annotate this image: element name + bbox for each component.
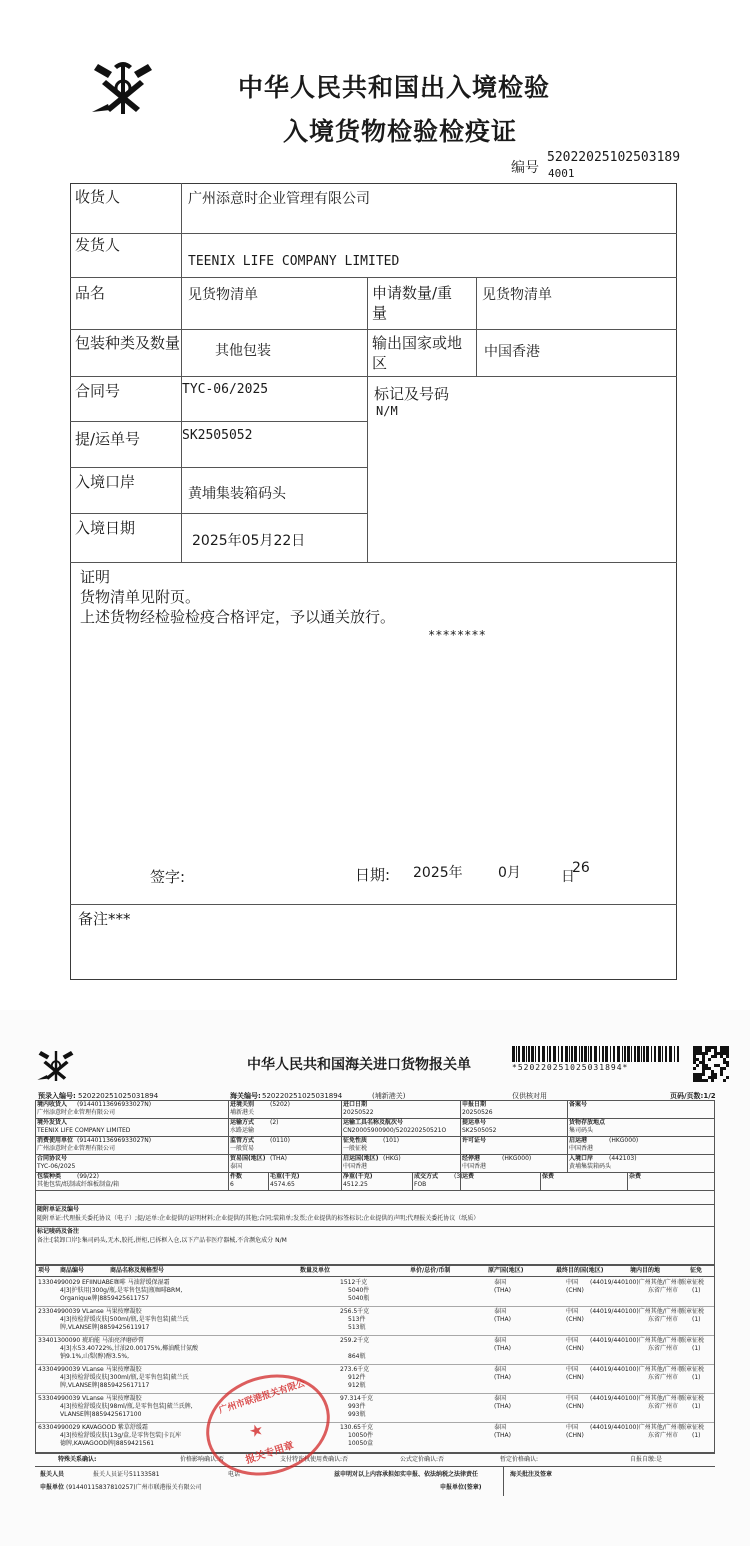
item-exempt2: (1)	[692, 1374, 701, 1381]
declaration-title: 中华人民共和国海关进口货物报关单	[247, 1057, 471, 1073]
grid-line	[35, 1204, 715, 1205]
package-label: 包装种类及数量	[75, 334, 181, 352]
item-spec1: 4|3|按检舒缓皮肤|300ml/瓶,是零售包装|葳兰氏	[60, 1374, 189, 1381]
grid-line	[460, 1154, 461, 1172]
decl-field-label: 境外发货人	[37, 1119, 68, 1126]
item-origin2: (THA)	[494, 1287, 511, 1294]
marks-label: 标记及号码	[374, 385, 450, 403]
quantity-label-line1: 申请数量/重	[372, 284, 453, 302]
decl-field-label: 运费	[462, 1173, 475, 1180]
decl-field-value-secondary: 中国香港	[569, 1145, 594, 1152]
item-q2: 10050件	[348, 1432, 374, 1439]
item-domestic2: 东省广州市	[648, 1374, 679, 1381]
item-exempt2: (1)	[692, 1316, 701, 1323]
grid-line	[35, 1226, 715, 1227]
decl-field-label: 保费	[542, 1173, 555, 1180]
customs-number-label: 海关编号:	[230, 1092, 261, 1100]
item-code: 3304990029	[42, 1424, 81, 1431]
item-q2: 912件	[348, 1374, 366, 1381]
decl-field-label: 件数	[230, 1173, 243, 1180]
remark-label: 备注***	[78, 910, 131, 928]
goods-label: 品名	[75, 284, 106, 302]
declarant-cert: 报关人员证号51133581	[93, 1471, 160, 1478]
column-divider	[367, 277, 368, 562]
item-origin: 泰国	[494, 1366, 507, 1373]
proof-line1: 货物清单见附页。	[80, 588, 201, 606]
row-divider	[70, 277, 677, 278]
decl-field-value-secondary: 水路运输	[230, 1127, 255, 1134]
item-q2: 5040件	[348, 1287, 370, 1294]
item-origin: 泰国	[494, 1279, 507, 1286]
row-divider	[35, 1466, 715, 1467]
item-spec2: 牌,VLANSE牌|8859425617117	[60, 1382, 150, 1389]
item-exempt2: (1)	[692, 1432, 701, 1439]
item-q1: 273.6千克	[340, 1366, 370, 1373]
item-domestic2: 东省广州市	[648, 1316, 679, 1323]
decl-field-label: 货物存放地点	[569, 1119, 606, 1126]
decl-field-value: 20250526	[462, 1109, 493, 1116]
decl-field-value-secondary: 其他包装/纸制或纤维板制盒/箱	[37, 1181, 120, 1188]
grid-line	[228, 1100, 229, 1118]
agent-label: 申报单位	[40, 1484, 65, 1491]
serial-number: 52022025102503189	[547, 150, 681, 165]
decl-field-label: 监管方式	[230, 1137, 255, 1144]
decl-field-label: 许可证号	[462, 1137, 487, 1144]
item-origin: 泰国	[494, 1395, 507, 1402]
decl-field-value-secondary: 黄埔集装箱码头	[569, 1163, 612, 1170]
item-origin2: (THA)	[494, 1432, 511, 1439]
row-divider	[70, 421, 368, 422]
grid-line	[460, 1136, 461, 1154]
item-dest2: (CHN)	[566, 1432, 584, 1439]
quantity-value: 见货物清单	[482, 287, 552, 303]
stars-mark: ********	[428, 628, 486, 642]
row-divider	[70, 904, 677, 905]
marks-value: N/M	[376, 404, 398, 418]
decl-field-value: 4512.25	[343, 1181, 368, 1188]
item-spec1: 4|3|按检舒缓皮肤|500ml/瓶,是零售包装|葳兰氏	[60, 1316, 189, 1323]
item-code: 3304990029	[42, 1279, 81, 1286]
item-exempt: 照章征税	[680, 1308, 705, 1315]
item-no: 2	[38, 1308, 42, 1315]
item-origin2: (THA)	[494, 1316, 511, 1323]
items-column-header: 单价/总价/币制	[410, 1267, 451, 1274]
item-code: 3304990039	[42, 1366, 81, 1373]
serial-suffix: 4001	[548, 167, 575, 180]
item-q3: 993瓶	[348, 1411, 366, 1418]
row-divider	[70, 467, 368, 468]
decl-field-value-secondary: 中国香港	[343, 1163, 368, 1170]
item-q1: 259.2千克	[340, 1337, 370, 1344]
items-column-header: 最终目的国(地区)	[556, 1267, 604, 1274]
item-exempt: 照章征税	[680, 1424, 705, 1431]
item-q3: 513瓶	[348, 1324, 366, 1331]
decl-field-label: 经停港	[462, 1155, 481, 1162]
column-divider	[181, 183, 182, 562]
contract-value: TYC-06/2025	[182, 382, 269, 397]
item-spec1: 4|3|水53.40722%,甘油20.00175%,椰油酰甘氨酸	[60, 1345, 199, 1352]
item-origin: 泰国	[494, 1424, 507, 1431]
sign-day-char: 日	[561, 869, 575, 885]
item-code: 3304990039	[42, 1395, 81, 1402]
item-spec2: Organique牌|8859425611757	[60, 1295, 149, 1302]
item-q3: 5040瓶	[348, 1295, 370, 1302]
item-exempt: 照章征税	[680, 1366, 705, 1373]
decl-field-label: 启运国(地区)	[343, 1155, 379, 1162]
contract-label: 合同号	[75, 382, 121, 400]
item-dest: 中国	[566, 1337, 579, 1344]
item-q1: 130.65千克	[340, 1424, 373, 1431]
stamp-star: ★	[246, 1419, 267, 1442]
grid-line	[35, 1190, 715, 1191]
item-domestic2: 东省广州市	[648, 1403, 679, 1410]
row-divider	[35, 1453, 715, 1454]
customs-remark: 海关批注及签章	[510, 1471, 553, 1478]
decl-field-value: (91440113696933027N)	[77, 1137, 152, 1144]
items-column-header: 商品名称及规格型号	[110, 1267, 165, 1274]
grid-line	[228, 1118, 229, 1136]
decl-field-value: (91440113696933027N)	[77, 1101, 152, 1108]
column-divider	[503, 1466, 504, 1496]
item-exempt: 照章征税	[680, 1337, 705, 1344]
decl-field-label: 运输工具名称及航次号	[343, 1119, 404, 1126]
decl-field-label: 申报日期	[462, 1101, 487, 1108]
item-dest2: (CHN)	[566, 1316, 584, 1323]
item-origin: 泰国	[494, 1308, 507, 1315]
row-divider	[70, 513, 368, 514]
item-exempt2: (1)	[692, 1403, 701, 1410]
docs-label: 随附单证及编号	[37, 1206, 80, 1213]
verify-note: 仅供核对用	[512, 1092, 547, 1100]
items-column-header: 征免	[690, 1267, 703, 1274]
item-domestic: (44019/440100)广州其他/广州市	[590, 1337, 683, 1344]
grid-line	[567, 1100, 568, 1118]
entry-port-label: 入境口岸	[75, 473, 136, 491]
declarant-label: 报关人员	[40, 1471, 65, 1478]
formula-pricing: 公式定价确认:否	[400, 1456, 445, 1463]
decl-field-label: 进口日期	[343, 1101, 368, 1108]
items-column-header: 项号	[38, 1267, 51, 1274]
decl-field-label: 包装种类	[37, 1173, 62, 1180]
grid-line	[341, 1136, 342, 1154]
item-dest: 中国	[566, 1395, 579, 1402]
item-name: KAVAGOOD 紫草舒缓霜	[82, 1424, 148, 1431]
special-relation: 特殊关系确认:	[58, 1456, 97, 1463]
item-domestic: (44019/440100)广州其他/广州市	[590, 1395, 683, 1402]
item-q2: 513件	[348, 1316, 366, 1323]
decl-field-label: 进境关别	[230, 1101, 255, 1108]
item-name: EFIINUABE咖啡 马油舒缓保湿霜	[82, 1279, 170, 1286]
item-dest2: (CHN)	[566, 1374, 584, 1381]
item-q1: 97.314千克	[340, 1395, 373, 1402]
item-spec2: 钠9.1%,山梨(醇)醇3.5%,	[60, 1353, 129, 1360]
consignor-value: TEENIX LIFE COMPANY LIMITED	[188, 254, 400, 269]
agent-value: (91440115837810257)广州市联港报关有限公司	[66, 1484, 202, 1491]
decl-field-label: 提运单号	[462, 1119, 487, 1126]
item-spec1: 4|3|按检舒缓皮肤|98ml/瓶,是零售包装|葳兰氏牌,	[60, 1403, 193, 1410]
entry-date-value: 2025年05月22日	[192, 533, 306, 549]
marks-remark-label: 标记唛码及备注	[37, 1228, 80, 1235]
goods-value: 见货物清单	[188, 287, 258, 303]
decl-field-value: 4574.65	[270, 1181, 295, 1188]
grid-line	[567, 1136, 568, 1154]
item-q3: 864瓶	[348, 1353, 366, 1360]
item-exempt: 照章征税	[680, 1279, 705, 1286]
grid-line	[460, 1100, 461, 1118]
item-spec1: 4|3|护肤用|300g/瓶,是零售包装|瓶咖啡BRM,	[60, 1287, 183, 1294]
grid-line	[35, 1422, 715, 1423]
grid-line	[35, 1172, 715, 1173]
item-exempt2: (1)	[692, 1287, 701, 1294]
grid-line	[35, 1276, 715, 1277]
decl-field-label: 毛重(千克)	[270, 1173, 300, 1180]
customs-emblem-icon-small	[35, 1046, 77, 1086]
item-domestic: (44019/440100)广州其他/广州市	[590, 1279, 683, 1286]
agent-seal: 申报单位(签章)	[440, 1484, 482, 1491]
grid-line	[228, 1172, 229, 1190]
item-name: VLanse 马果按摩凝胶	[82, 1366, 142, 1373]
decl-field-value-secondary: 一般征税	[343, 1145, 368, 1152]
item-q3: 912瓶	[348, 1382, 366, 1389]
qr-code	[693, 1046, 729, 1082]
decl-field-value: 20250522	[343, 1109, 374, 1116]
decl-field-value: (HKG000)	[502, 1155, 532, 1162]
decl-field-value-secondary: 泰国	[230, 1163, 243, 1170]
proof-label: 证明	[80, 568, 111, 586]
decl-field-label: 征免性质	[343, 1137, 368, 1144]
marks-remark-value: 备注:[装卸口岸]:集司码头,无木,胶托,拼柜,已拆框入仓,以下产品非医疗器械,不含濒危成分 N/M	[37, 1237, 287, 1244]
decl-field-value-secondary: 中国香港	[462, 1163, 487, 1170]
item-dest: 中国	[566, 1424, 579, 1431]
decl-field-label: 备案号	[569, 1101, 588, 1108]
item-domestic2: 东省广州市	[648, 1345, 679, 1352]
item-origin2: (THA)	[494, 1345, 511, 1352]
item-spec1: 4|3|按检舒缓皮肤|13g/盒,是零售包装|卡瓦库	[60, 1432, 182, 1439]
bill-of-lading-label: 提/运单号	[75, 430, 141, 448]
decl-field-value: (442103)	[609, 1155, 637, 1162]
item-dest: 中国	[566, 1279, 579, 1286]
decl-field-label: 杂费	[629, 1173, 642, 1180]
statement: 兹申明对以上内容承担如实申报、依法纳税之法律责任	[334, 1471, 479, 1478]
item-exempt2: (1)	[692, 1345, 701, 1352]
decl-field-value: (2)	[270, 1119, 279, 1126]
sign-date-label: 日期:	[355, 866, 391, 884]
decl-field-label: 入境口岸	[569, 1155, 594, 1162]
item-origin2: (THA)	[494, 1374, 511, 1381]
origin-value: 中国香港	[484, 344, 540, 360]
grid-line	[35, 1306, 715, 1307]
decl-field-label: 合同协议号	[37, 1155, 68, 1162]
decl-field-value: SK2505052	[462, 1127, 497, 1134]
grid-line	[341, 1100, 342, 1118]
origin-label-line1: 输出国家或地	[372, 334, 463, 352]
decl-field-value: (101)	[383, 1137, 400, 1144]
certificate-title-line2: 入境货物检验检疫证	[283, 117, 518, 146]
decl-field-value: TEENIX LIFE COMPANY LIMITED	[37, 1127, 131, 1134]
decl-field-value-secondary: 埔新港关	[230, 1109, 255, 1116]
consignee-label: 收货人	[75, 188, 121, 206]
item-dest2: (CHN)	[566, 1287, 584, 1294]
package-value: 其他包装	[215, 343, 271, 359]
decl-field-value-secondary: FOB	[414, 1181, 427, 1188]
decl-field-value: (0110)	[270, 1137, 290, 1144]
row-divider	[70, 376, 677, 377]
decl-field-value: TYC-06/2025	[37, 1163, 76, 1170]
bill-of-lading-value: SK2505052	[182, 428, 253, 443]
grid-line	[460, 1118, 461, 1136]
item-domestic2: 东省广州市	[648, 1287, 679, 1294]
grid-line	[627, 1172, 628, 1190]
grid-line	[228, 1136, 229, 1154]
proof-line2: 上述货物经检验检疫合格评定，予以通关放行。	[80, 608, 396, 626]
sign-month: 0月	[498, 865, 521, 881]
item-dest: 中国	[566, 1366, 579, 1373]
item-dest2: (CHN)	[566, 1403, 584, 1410]
decl-field-label: 净重(千克)	[343, 1173, 373, 1180]
item-spec2: VLANSE牌|8859425617100	[60, 1411, 142, 1418]
customs-emblem-icon	[88, 58, 158, 120]
item-dest2: (CHN)	[566, 1345, 584, 1352]
decl-field-value: (HKG000)	[609, 1137, 639, 1144]
consignor-label: 发货人	[75, 236, 121, 254]
phone-label: 电话	[228, 1471, 241, 1478]
item-domestic2: 东省广州市	[648, 1432, 679, 1439]
decl-field-value: (HKG)	[383, 1155, 401, 1162]
item-q2: 993件	[348, 1403, 366, 1410]
decl-field-label: 贸易国(地区)	[230, 1155, 266, 1162]
item-no: 6	[38, 1424, 42, 1431]
row-divider	[70, 233, 677, 234]
items-column-header: 原产国(地区)	[488, 1267, 524, 1274]
item-spec2: 德牌,KAVAGOOD牌|8859421561	[60, 1440, 155, 1447]
item-code: 3304990039	[42, 1308, 81, 1315]
decl-field-label: 境内收货人	[37, 1101, 68, 1108]
price-effect: 价格影响确认:否	[180, 1456, 225, 1463]
grid-line	[567, 1118, 568, 1136]
decl-field-value: CN20005900900/520220250521O	[343, 1127, 447, 1134]
item-code: 3401300090	[42, 1337, 81, 1344]
column-divider	[476, 277, 477, 376]
item-q1: 1512千克	[340, 1279, 368, 1286]
provisional-price: 暂定价格确认:	[500, 1456, 539, 1463]
item-origin: 泰国	[494, 1337, 507, 1344]
item-q1: 256.5千克	[340, 1308, 370, 1315]
grid-line	[35, 1364, 715, 1365]
grid-line	[228, 1154, 229, 1172]
item-exempt: 照章征税	[680, 1395, 705, 1402]
quantity-label-line2: 量	[372, 304, 388, 322]
certificate-title-line1: 中华人民共和国出入境检验	[238, 73, 551, 102]
barcode	[512, 1046, 682, 1062]
pre-entry-number: 520220251025031894	[78, 1092, 159, 1100]
grid-line	[268, 1172, 269, 1190]
decl-field-value: 6	[230, 1181, 234, 1188]
item-domestic: (44019/440100)广州其他/广州市	[590, 1366, 683, 1373]
row-divider	[70, 329, 677, 330]
decl-field-label: 成交方式	[414, 1173, 439, 1180]
self-pay: 自报自缴:是	[630, 1456, 663, 1463]
sign-day: 26	[572, 860, 590, 876]
decl-field-value: 集司码头	[569, 1127, 594, 1134]
decl-field-value-secondary: 一般贸易	[230, 1145, 255, 1152]
grid-line	[540, 1172, 541, 1190]
entry-port-value: 黄埔集装箱码头	[188, 486, 286, 502]
item-dest: 中国	[566, 1308, 579, 1315]
decl-field-value: (3)	[454, 1173, 463, 1180]
stamp-text-top: 广州市联港报关有限公	[217, 1378, 307, 1417]
decl-field-value: (THA)	[270, 1155, 287, 1162]
row-divider	[70, 562, 677, 563]
decl-field-value-secondary: 广州添意时企业管理有限公司	[37, 1109, 116, 1116]
grid-line	[35, 1393, 715, 1394]
customs-number: 520220251025031894	[262, 1092, 343, 1100]
docs-value: 随附单证:代理报关委托协议（电子）;提/运单:企业提供的证明材料;企业提供的其他;合同;装箱单;发票;企业提供的标签标识;企业提供的声明;代理报关委托协议（纸质）	[37, 1215, 480, 1222]
item-no: 5	[38, 1395, 42, 1402]
origin-label-line2: 区	[372, 354, 388, 372]
decl-field-value: (5202)	[270, 1101, 290, 1108]
sign-year: 2025年	[413, 865, 463, 881]
item-no: 4	[38, 1366, 42, 1373]
grid-line	[412, 1172, 413, 1190]
pre-entry-label: 预录入编号:	[38, 1092, 76, 1100]
item-name: VLanse 马果按摩凝胶	[82, 1308, 142, 1315]
item-spec2: 牌,VLANSE牌|8859425611917	[60, 1324, 150, 1331]
grid-line	[341, 1118, 342, 1136]
grid-line	[35, 1335, 715, 1336]
grid-line	[341, 1172, 342, 1190]
royalty: 支付特许权使用费确认:否	[280, 1456, 349, 1463]
item-no: 3	[38, 1337, 42, 1344]
sign-label: 签字:	[150, 868, 186, 886]
entry-date-label: 入境日期	[75, 519, 136, 537]
item-origin2: (THA)	[494, 1403, 511, 1410]
items-column-header: 商品编号	[60, 1267, 85, 1274]
decl-field-label: 消费使用单位	[37, 1137, 74, 1144]
decl-field-value-secondary: 广州添意时企业管理有限公司	[37, 1145, 116, 1152]
stamp-text-bottom: 报关专用章	[244, 1440, 296, 1467]
decl-field-label: 启运港	[569, 1137, 588, 1144]
barcode-text: *520220251025031894*	[512, 1063, 629, 1072]
items-column-header: 数量及单位	[300, 1267, 331, 1274]
items-column-header: 境内目的地	[630, 1267, 661, 1274]
grid-line	[567, 1154, 568, 1172]
decl-field-label: 运输方式	[230, 1119, 255, 1126]
decl-field-value: (99/22)	[77, 1173, 99, 1180]
item-no: 1	[38, 1279, 42, 1286]
grid-line	[341, 1154, 342, 1172]
serial-label: 编号	[511, 160, 539, 176]
item-domestic: (44019/440100)广州其他/广州市	[590, 1308, 683, 1315]
item-q3: 10050盒	[348, 1440, 374, 1447]
item-domestic: (44019/440100)广州其他/广州市	[590, 1424, 683, 1431]
consignee-value: 广州添意时企业管理有限公司	[188, 191, 370, 207]
page-indicator: 页码/页数:1/2	[670, 1092, 716, 1100]
item-name: VLanse 马果按摩凝胶	[82, 1395, 142, 1402]
item-name: 琥珀能 马油亮泽磨砂膏	[82, 1337, 144, 1344]
customs-office: (埔新港关)	[372, 1092, 406, 1100]
